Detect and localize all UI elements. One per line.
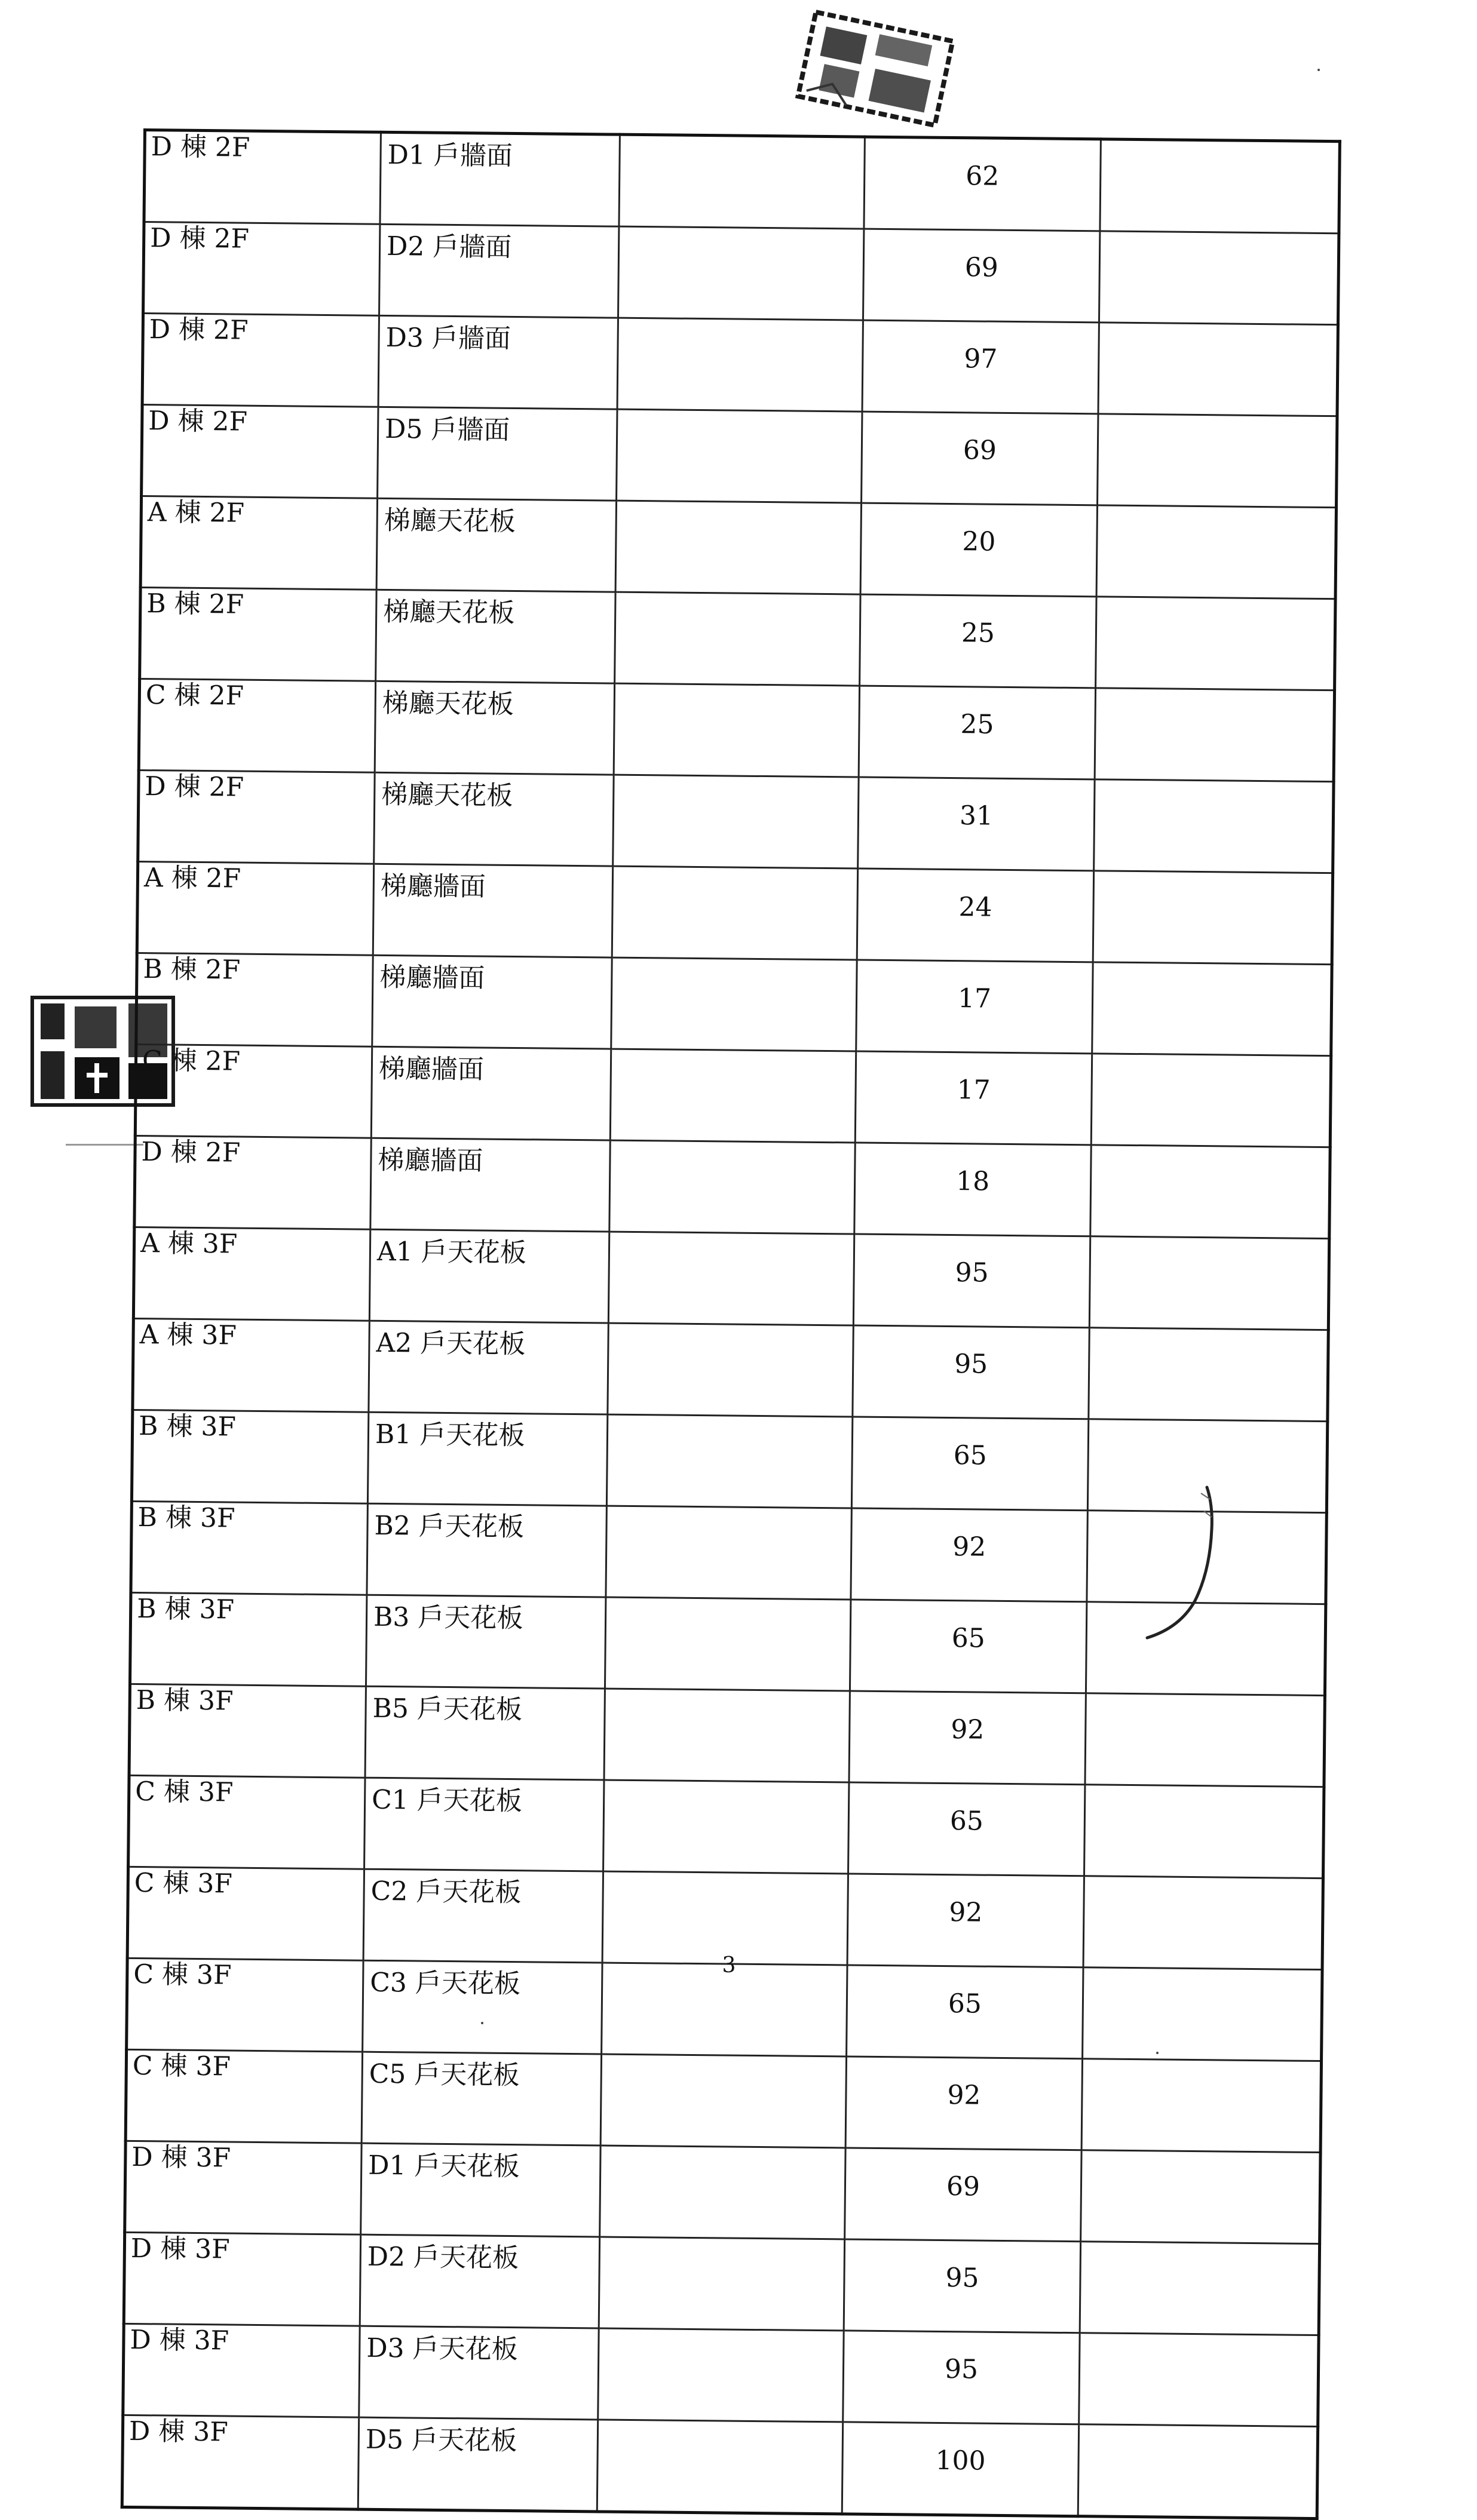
- location-cell: D3 戶天花板: [359, 2326, 599, 2420]
- building-cell: D 棟 2F: [143, 222, 380, 316]
- empty-cell: [1094, 779, 1334, 873]
- table-row: [140, 587, 1335, 690]
- building-cell: D 棟 2F: [142, 405, 378, 499]
- table-row: [133, 1227, 1329, 1330]
- location-cell: D5 戶牆面: [378, 407, 617, 501]
- building-cell: C 棟 3F: [128, 1775, 365, 1869]
- table-row: [134, 1135, 1330, 1238]
- building-cell: C 棟 2F: [135, 1044, 372, 1138]
- building-cell: B 棟 3F: [130, 1592, 366, 1686]
- location-cell: A1 戶天花板: [369, 1229, 609, 1323]
- location-cell: 梯廳天花板: [376, 498, 616, 592]
- table-row: [128, 1775, 1324, 1878]
- building-cell: B 棟 3F: [131, 1501, 367, 1595]
- building-cell: D 棟 2F: [144, 130, 381, 225]
- empty-cell: [1092, 962, 1332, 1056]
- empty-cell: [1096, 505, 1336, 599]
- location-cell: 梯廳天花板: [376, 590, 615, 683]
- location-cell: 梯廳天花板: [375, 681, 614, 775]
- value-cell: 95: [843, 2331, 1080, 2424]
- table-row: [137, 861, 1332, 964]
- empty-cell: [608, 1323, 853, 1417]
- table-row: [125, 2049, 1321, 2152]
- empty-cell: [602, 1871, 848, 1965]
- table-row: [129, 1684, 1325, 1787]
- value-cell: 92: [849, 1691, 1086, 1785]
- empty-cell: [611, 957, 857, 1051]
- value-cell: 17: [855, 1051, 1092, 1145]
- empty-cell: [1083, 1876, 1323, 1970]
- value-cell: 65: [848, 1782, 1085, 1876]
- building-cell: A 棟 3F: [133, 1227, 370, 1321]
- table-row: [125, 2141, 1320, 2243]
- table-row: [124, 2232, 1319, 2335]
- empty-cell: [606, 1414, 852, 1508]
- value-cell: 31: [858, 777, 1095, 871]
- value-cell: 69: [845, 2148, 1081, 2242]
- value-cell: 92: [847, 1874, 1084, 1967]
- location-cell: C2 戶天花板: [363, 1869, 603, 1963]
- building-cell: D 棟 3F: [124, 2232, 360, 2326]
- location-cell: B1 戶天花板: [367, 1412, 607, 1506]
- table-row: [122, 2415, 1317, 2518]
- value-cell: 97: [862, 320, 1099, 414]
- signature-mark: [1111, 1481, 1231, 1643]
- location-cell: D2 戶天花板: [360, 2234, 599, 2328]
- value-cell: 95: [853, 1234, 1090, 1328]
- value-cell: 95: [853, 1325, 1089, 1419]
- empty-cell: [1098, 323, 1338, 416]
- empty-cell: [606, 1506, 851, 1600]
- value-cell: 62: [864, 137, 1101, 231]
- table-row: [123, 2323, 1319, 2426]
- building-cell: C 棟 3F: [125, 2049, 362, 2143]
- table-row: [142, 405, 1337, 508]
- building-cell: A 棟 3F: [133, 1318, 369, 1412]
- empty-cell: [1091, 1054, 1331, 1147]
- empty-cell: [599, 2237, 844, 2331]
- building-cell: B 棟 2F: [136, 953, 373, 1046]
- location-cell: C5 戶天花板: [361, 2052, 601, 2145]
- value-cell: 95: [844, 2239, 1080, 2333]
- value-cell: 69: [863, 229, 1099, 323]
- empty-cell: [1093, 871, 1332, 965]
- building-cell: B 棟 3F: [129, 1684, 366, 1778]
- building-cell: D 棟 3F: [123, 2323, 360, 2417]
- building-cell: B 棟 2F: [140, 587, 376, 681]
- empty-cell: [618, 226, 863, 320]
- scan-speck: [1317, 69, 1320, 71]
- location-cell: B5 戶天花板: [365, 1686, 605, 1780]
- table-row: [142, 314, 1338, 416]
- top-seal-stamp: [792, 7, 958, 131]
- empty-cell: [600, 2145, 845, 2239]
- empty-cell: [615, 501, 861, 594]
- empty-cell: [609, 1140, 855, 1234]
- location-cell: C1 戶天花板: [364, 1778, 604, 1871]
- empty-cell: [1085, 1693, 1325, 1787]
- empty-cell: [1080, 2242, 1319, 2335]
- scan-speck: [481, 2022, 483, 2024]
- building-cell: D 棟 2F: [138, 770, 375, 864]
- value-cell: 17: [856, 960, 1093, 1054]
- empty-cell: [615, 592, 860, 686]
- empty-cell: [612, 866, 857, 960]
- table-row: [138, 770, 1334, 873]
- empty-cell: [597, 2420, 842, 2514]
- empty-cell: [1084, 1785, 1323, 1879]
- building-cell: D 棟 3F: [122, 2415, 358, 2509]
- location-cell: A2 戶天花板: [369, 1321, 608, 1414]
- empty-cell: [1083, 1967, 1322, 2061]
- value-cell: 20: [860, 503, 1097, 597]
- table-row: [133, 1318, 1328, 1421]
- value-cell: 25: [860, 594, 1096, 688]
- empty-cell: [1099, 231, 1338, 325]
- value-cell: 18: [854, 1143, 1091, 1236]
- measurement-table: [121, 128, 1341, 2520]
- building-cell: A 棟 2F: [137, 861, 373, 955]
- value-cell: 24: [857, 868, 1093, 962]
- empty-cell: [614, 683, 859, 777]
- empty-cell: [1100, 139, 1340, 234]
- value-cell: 69: [862, 412, 1098, 505]
- building-cell: C 棟 3F: [127, 1867, 364, 1960]
- table-row: [135, 1044, 1331, 1147]
- value-cell: 65: [851, 1417, 1088, 1511]
- empty-cell: [617, 318, 863, 412]
- location-cell: D3 戶牆面: [378, 315, 618, 409]
- table-row: [143, 222, 1339, 325]
- empty-cell: [1081, 2150, 1320, 2244]
- building-cell: C 棟 3F: [127, 1958, 363, 2052]
- empty-cell: [1098, 414, 1337, 508]
- building-cell: D 棟 2F: [134, 1135, 371, 1229]
- empty-cell: [619, 134, 865, 229]
- table-row: [139, 679, 1334, 781]
- building-cell: D 棟 3F: [125, 2141, 361, 2234]
- location-cell: C3 戶天花板: [363, 1960, 602, 2054]
- location-cell: 梯廳牆面: [372, 955, 612, 1049]
- empty-cell: [610, 1049, 856, 1143]
- empty-cell: [605, 1597, 850, 1691]
- table-row: [140, 496, 1336, 598]
- location-cell: D1 戶天花板: [361, 2143, 600, 2237]
- location-cell: D1 戶牆面: [380, 132, 620, 226]
- empty-cell: [1089, 1236, 1329, 1330]
- value-cell: 65: [847, 1965, 1083, 2059]
- value-cell: 92: [845, 2056, 1082, 2150]
- value-cell: 25: [859, 686, 1095, 779]
- empty-cell: [608, 1232, 854, 1325]
- location-cell: 梯廳牆面: [371, 1046, 611, 1140]
- empty-cell: [1089, 1328, 1328, 1422]
- location-cell: 梯廳牆面: [370, 1138, 610, 1232]
- empty-cell: [1078, 2424, 1317, 2519]
- location-cell: D5 戶天花板: [358, 2417, 597, 2512]
- building-cell: D 棟 2F: [142, 314, 379, 407]
- empty-cell: [598, 2328, 844, 2422]
- location-cell: D2 戶牆面: [379, 224, 619, 318]
- value-cell: 92: [851, 1508, 1087, 1602]
- building-cell: C 棟 2F: [139, 679, 375, 772]
- location-cell: B3 戶天花板: [366, 1595, 605, 1689]
- empty-cell: [604, 1689, 850, 1782]
- value-cell: 65: [850, 1600, 1086, 1693]
- table-body: [122, 130, 1340, 2519]
- location-cell: B2 戶天花板: [367, 1503, 606, 1597]
- value-cell: 100: [842, 2422, 1078, 2516]
- empty-cell: [603, 1780, 849, 1874]
- building-cell: A 棟 2F: [140, 496, 377, 590]
- scan-speck: [1156, 2052, 1159, 2054]
- table-row: [144, 130, 1340, 234]
- empty-cell: [1095, 688, 1334, 782]
- location-cell: 梯廳天花板: [374, 772, 614, 866]
- empty-cell: [617, 409, 862, 503]
- table-row: [136, 953, 1332, 1055]
- empty-cell: [1079, 2333, 1319, 2427]
- empty-cell: [613, 775, 859, 868]
- empty-cell: [600, 2054, 846, 2148]
- empty-cell: [1081, 2059, 1321, 2153]
- location-cell: 梯廳牆面: [373, 864, 612, 957]
- building-cell: B 棟 3F: [131, 1410, 368, 1503]
- page-number: 3: [722, 1953, 736, 1978]
- empty-cell: [1096, 597, 1335, 690]
- seal-underline: [66, 1144, 143, 1146]
- empty-cell: [1090, 1145, 1330, 1239]
